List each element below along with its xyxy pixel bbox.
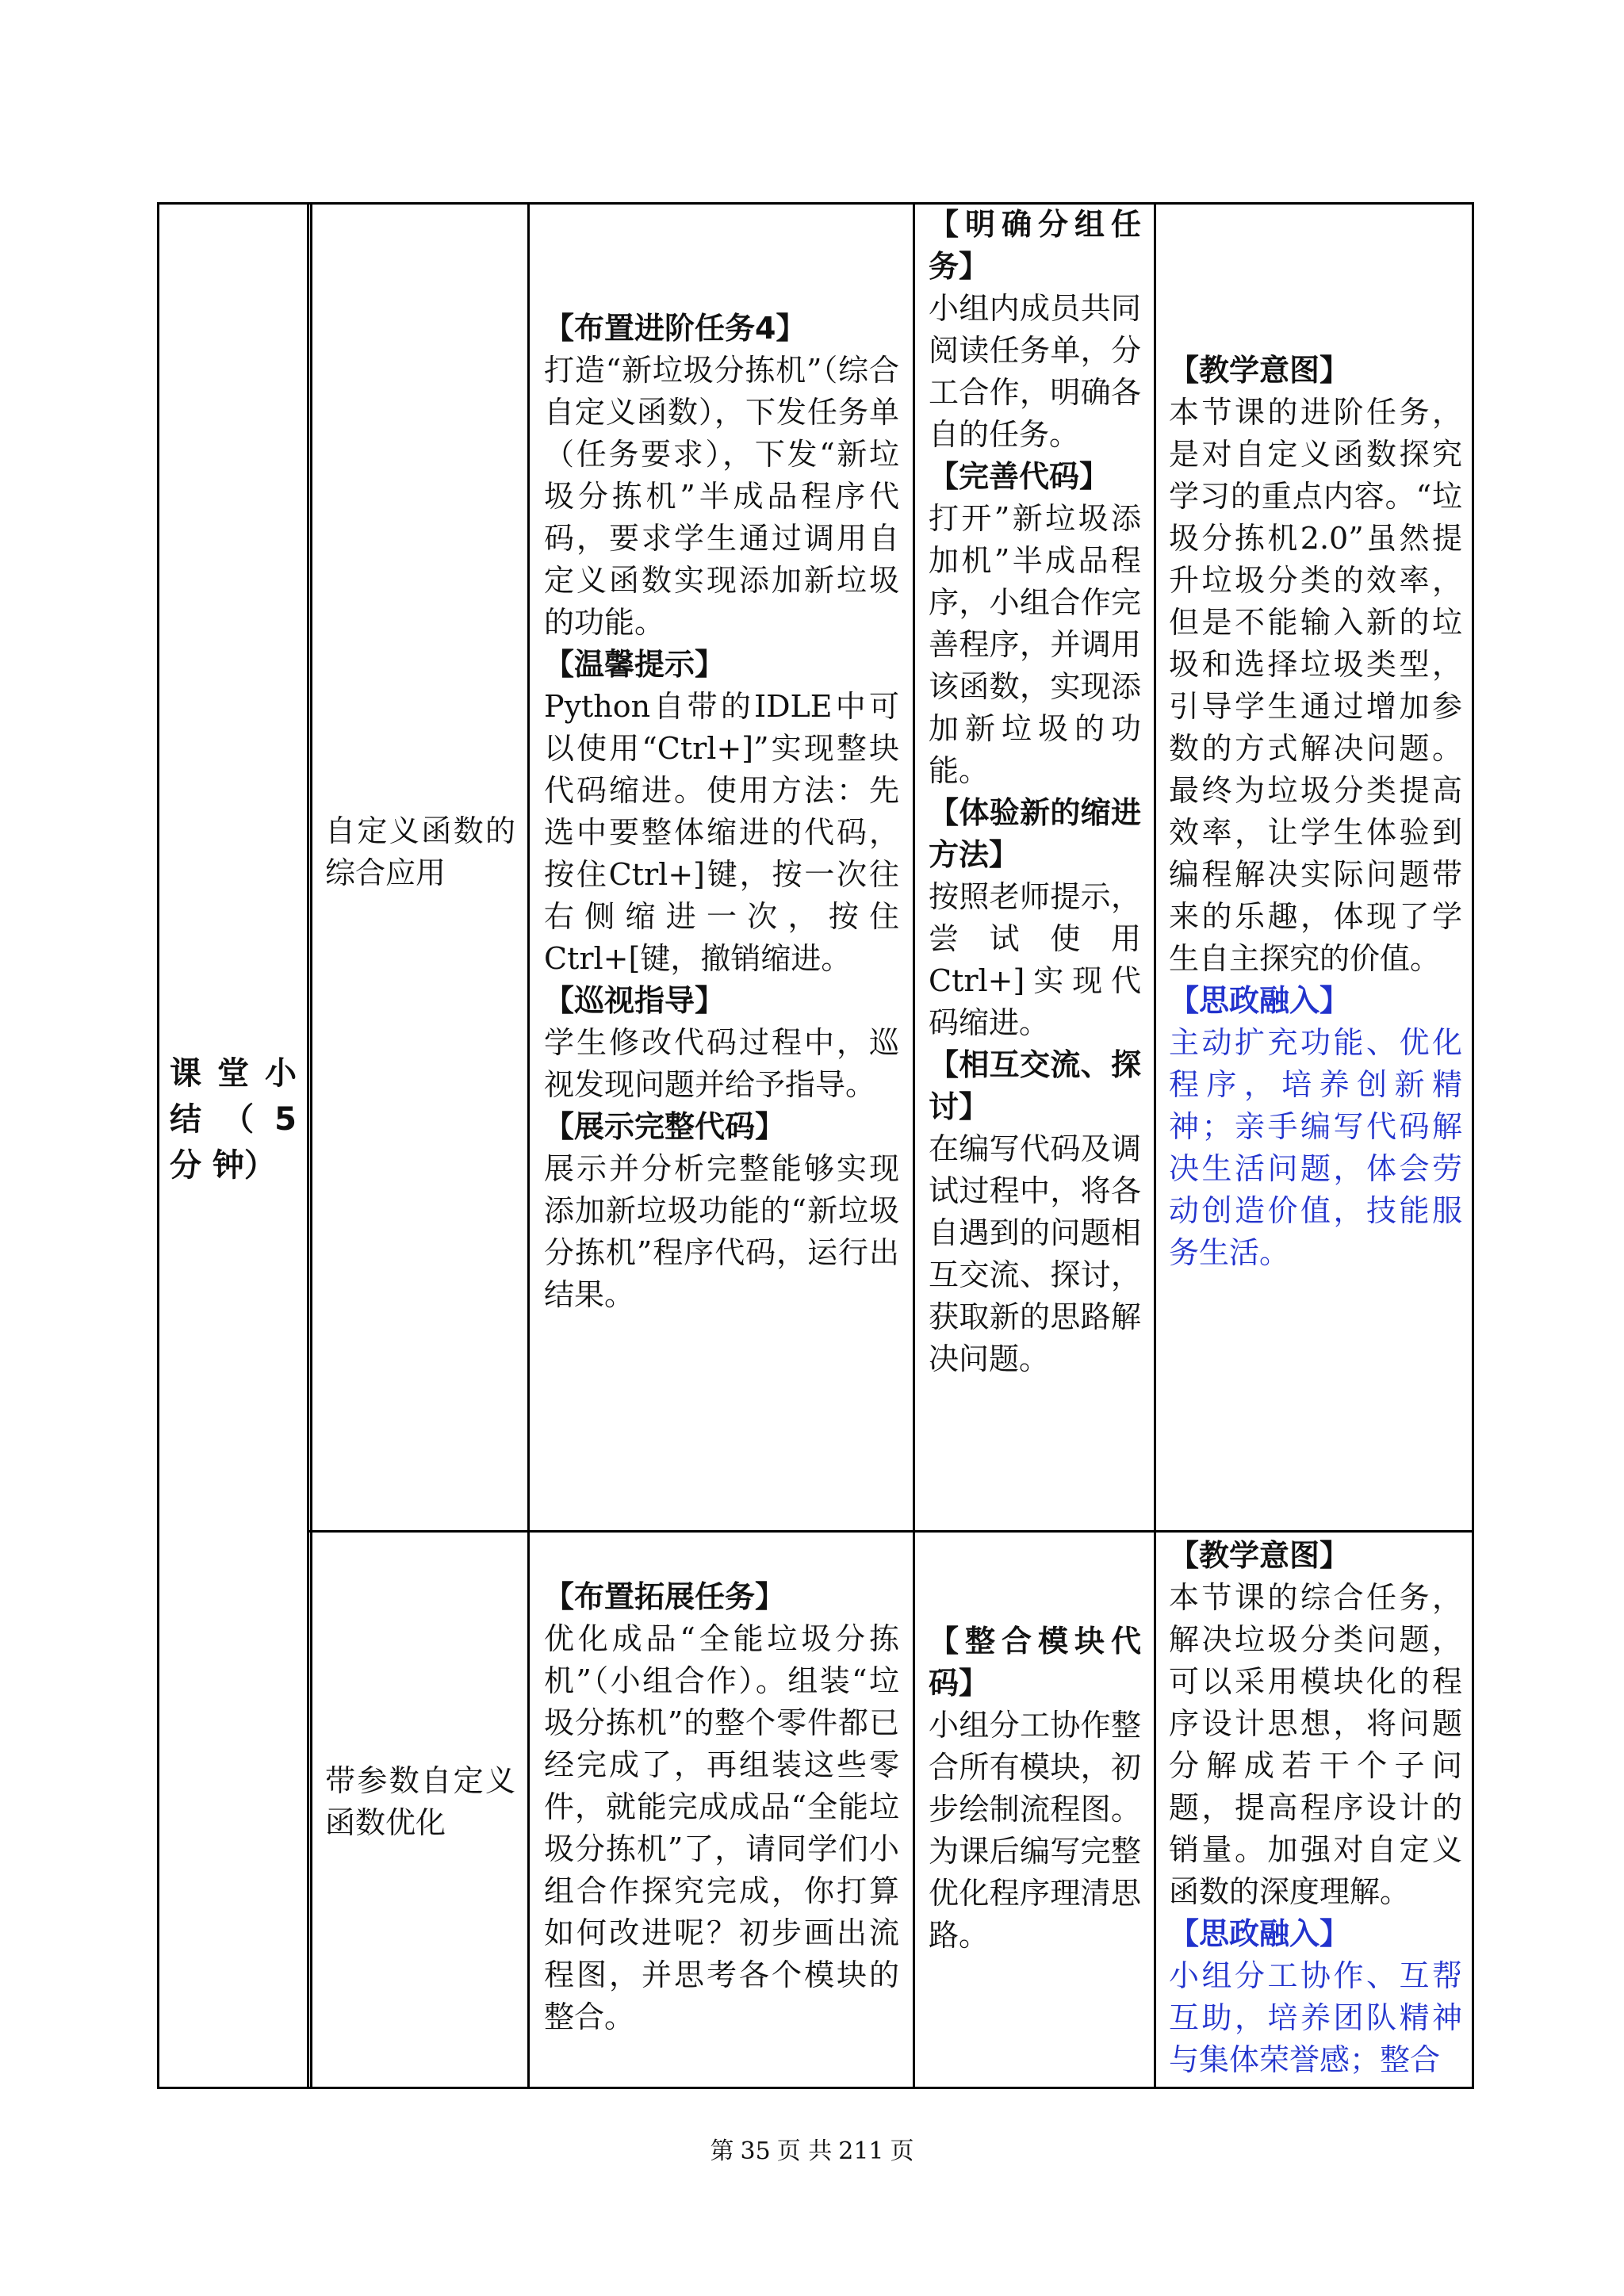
table-border-left <box>157 202 159 2089</box>
topic-cell <box>325 1760 515 1844</box>
section-text: 小组分工协作整合所有模块，初步绘制流程图。为课后编写完整优化程序理清思路。 <box>929 1708 1141 1953</box>
lesson-plan-table <box>157 202 1474 2089</box>
teacher-activity-cell <box>544 308 899 1316</box>
table-border-right <box>1472 202 1474 2089</box>
row-divider <box>308 1530 1474 1533</box>
stage-cell <box>170 1050 297 1188</box>
section-heading: 【相互交流、探讨】 <box>929 1047 1141 1124</box>
topic-cell <box>325 810 515 894</box>
column-divider <box>1154 202 1156 2089</box>
topic-label: 自定义函数的综合应用 <box>325 813 515 890</box>
section-heading: 【展示完整代码】 <box>544 1109 786 1144</box>
section-text: 学生修改代码过程中，巡视发现问题并给予指导。 <box>544 1025 899 1102</box>
section-text: 打造“新垃圾分拣机”（综合自定义函数），下发任务单（任务要求），下发“新垃圾分拣机”半成品程序代码，要求学生通过调用自定义函数实现添加新垃圾的功能。 <box>544 353 899 640</box>
column-divider-double <box>310 202 312 2089</box>
footer-suffix: 页 <box>890 2137 914 2165</box>
section-heading: 【巡视指导】 <box>544 983 726 1018</box>
page-footer <box>0 2131 1624 2166</box>
section-text: 按照老师提示，尝试使用Ctrl+]实现代码缩进。 <box>929 879 1141 1040</box>
student-activity-cell <box>929 1621 1141 1957</box>
section-heading: 【布置拓展任务】 <box>544 1579 786 1614</box>
intent-text: 本节课的进阶任务，是对自定义函数探究学习的重点内容。“垃圾分拣机2.0”虽然提升垃圾分类的效率，但是不能输入新的垃圾和选择垃圾类型，引导学生通过增加参数的方式解决问题。最终为垃圾分类提高效率，让学生体验到编程解决实际问题带来的乐趣，体现了学生自主探究的价值。 <box>1169 395 1462 976</box>
section-heading: 【体验新的缩进方法】 <box>929 795 1141 872</box>
section-heading: 【温馨提示】 <box>544 647 726 682</box>
ideology-text: 主动扩充功能、优化程序，培养创新精神；亲手编写代码解决生活问题，体会劳动创造价值，技能服务生活。 <box>1169 1025 1462 1270</box>
section-text: 在编写代码及调试过程中，将各自遇到的问题相互交流、探讨，获取新的思路解决问题。 <box>929 1131 1141 1376</box>
column-divider <box>527 202 530 2089</box>
footer-mid: 页 共 <box>776 2137 833 2165</box>
current-page-number: 35 <box>740 2137 771 2165</box>
column-divider <box>913 202 915 2089</box>
section-text: Python自带的IDLE中可以使用“Ctrl+]”实现整块代码缩进。使用方法：先选中要整体缩进的代码，按住Ctrl+]键，按一次往右侧缩进一次，按住Ctrl+[键，撤销缩进。 <box>544 689 899 976</box>
section-heading: 【明确分组任务】 <box>929 207 1141 284</box>
section-text: 优化成品“全能垃圾分拣机”（小组合作）。组装“垃圾分拣机”的整个零件都已经完成了，再组装这些零件，就能完成成品“全能垃圾分拣机”了，请同学们小组合作探究完成，你打算如何改进呢？初步画出流程图，并思考各个模块的整合。 <box>544 1621 899 2034</box>
ideology-heading: 【思政融入】 <box>1169 983 1350 1018</box>
section-heading: 【布置进阶任务4】 <box>544 311 806 346</box>
stage-label: 课 堂 小 结 （ 5 分 钟） <box>170 1055 297 1184</box>
intent-heading: 【教学意图】 <box>1169 353 1350 388</box>
section-text: 打开”新垃圾添加机”半成品程序，小组合作完善程序，并调用该函数，实现添加新垃圾的功能。 <box>929 501 1141 788</box>
topic-label: 带参数自定义函数优化 <box>325 1763 515 1840</box>
section-heading: 【整合模块代码】 <box>929 1624 1141 1701</box>
intent-text: 本节课的综合任务，解决垃圾分类问题，可以采用模块化的程序设计思想，将问题分解成若干个子问题，提高程序设计的销量。加强对自定义函数的深度理解。 <box>1169 1580 1462 1909</box>
section-heading: 【完善代码】 <box>929 459 1110 494</box>
footer-prefix: 第 <box>710 2137 734 2165</box>
section-text: 小组内成员共同阅读任务单，分工合作，明确各自的任务。 <box>929 291 1141 452</box>
ideology-text: 小组分工协作、互帮互助，培养团队精神与集体荣誉感；整合 <box>1169 1958 1462 2077</box>
table-border-top <box>157 202 1474 205</box>
teacher-activity-cell <box>544 1576 899 2038</box>
table-border-bottom <box>157 2087 1474 2089</box>
intent-heading: 【教学意图】 <box>1169 1538 1350 1573</box>
column-divider <box>307 202 309 2089</box>
student-activity-cell <box>929 204 1141 1380</box>
section-text: 展示并分析完整能够实现添加新垃圾功能的“新垃圾分拣机”程序代码，运行出结果。 <box>544 1151 899 1312</box>
total-pages: 211 <box>838 2137 884 2165</box>
intent-cell <box>1169 350 1462 1274</box>
intent-cell <box>1169 1535 1462 2082</box>
ideology-heading: 【思政融入】 <box>1169 1916 1350 1951</box>
